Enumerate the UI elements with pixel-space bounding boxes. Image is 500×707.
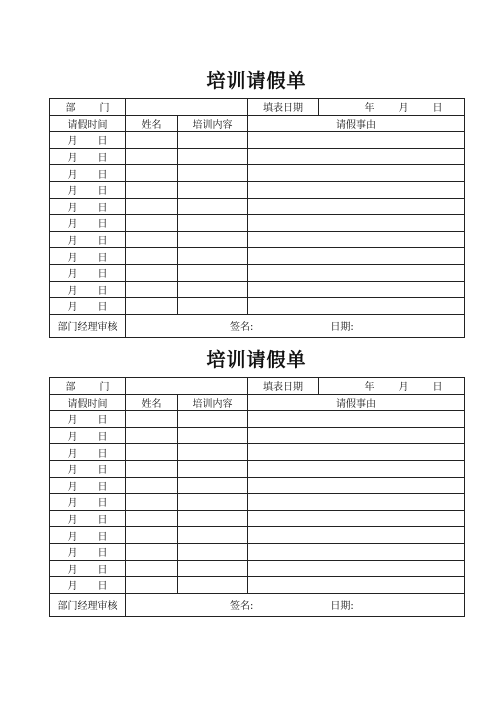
training-content-cell[interactable] <box>178 543 248 560</box>
leave-date-cell[interactable] <box>50 460 126 477</box>
leave-reason-cell[interactable] <box>248 298 465 315</box>
footer-row <box>50 314 465 337</box>
signature-area[interactable] <box>126 593 465 616</box>
day-label: 日 <box>97 136 108 148</box>
month-label: 月 <box>67 448 78 460</box>
month-label: 月 <box>67 302 78 314</box>
leave-form-2 <box>49 343 464 617</box>
name-cell[interactable] <box>126 231 178 248</box>
leave-date-cell[interactable] <box>50 148 126 165</box>
leave-row <box>50 543 465 560</box>
leave-reason-cell[interactable] <box>248 560 465 577</box>
month-label: 月 <box>67 269 78 281</box>
name-cell[interactable] <box>126 494 178 511</box>
day-label: 日 <box>97 269 108 281</box>
training-content-cell[interactable] <box>178 411 248 428</box>
training-content-cell[interactable] <box>178 510 248 527</box>
name-cell[interactable] <box>126 132 178 149</box>
leave-reason-cell[interactable] <box>248 444 465 461</box>
name-cell[interactable] <box>126 560 178 577</box>
leave-reason-cell[interactable] <box>248 577 465 594</box>
training-content-cell[interactable] <box>178 181 248 198</box>
department-field[interactable] <box>126 378 248 395</box>
leave-reason-cell[interactable] <box>248 181 465 198</box>
signature-area[interactable] <box>126 314 465 337</box>
header-training-content: 培训内容 <box>178 394 248 411</box>
training-content-cell[interactable] <box>178 298 248 315</box>
leave-row <box>50 411 465 428</box>
training-content-cell[interactable] <box>178 494 248 511</box>
training-content-cell[interactable] <box>178 231 248 248</box>
header-training-content: 培训内容 <box>178 115 248 132</box>
signature-label: 签名: <box>230 322 254 334</box>
training-content-cell[interactable] <box>178 427 248 444</box>
fill-date-field[interactable]: 年 月 日 <box>319 99 465 116</box>
manager-review-label: 部门经理审核 <box>50 593 126 616</box>
leave-row <box>50 298 465 315</box>
month-label: 月 <box>67 531 78 543</box>
training-content-cell[interactable] <box>178 577 248 594</box>
day-label: 日 <box>97 169 108 181</box>
leave-reason-cell[interactable] <box>248 281 465 298</box>
header-info-row <box>50 99 465 116</box>
manager-review-label: 部门经理审核 <box>50 314 126 337</box>
training-content-cell[interactable] <box>178 148 248 165</box>
header-info-row <box>50 378 465 395</box>
header-leave-reason: 请假事由 <box>248 115 465 132</box>
day-label: 日 <box>97 285 108 297</box>
month-label: 月 <box>67 169 78 181</box>
month-label: 月 <box>67 252 78 264</box>
leave-date-cell[interactable] <box>50 477 126 494</box>
leave-date-cell[interactable] <box>50 181 126 198</box>
department-label: 部 门 <box>50 378 126 395</box>
day-label: 日 <box>97 581 108 593</box>
leave-date-cell[interactable] <box>50 132 126 149</box>
leave-date-cell[interactable] <box>50 264 126 281</box>
leave-date-cell[interactable] <box>50 427 126 444</box>
training-content-cell[interactable] <box>178 165 248 182</box>
leave-date-cell[interactable] <box>50 577 126 594</box>
leave-reason-cell[interactable] <box>248 477 465 494</box>
leave-row <box>50 248 465 265</box>
month-label: 月 <box>67 186 78 198</box>
header-leave-reason: 请假事由 <box>248 394 465 411</box>
day-label: 日 <box>97 302 108 314</box>
name-cell[interactable] <box>126 198 178 215</box>
day-label: 日 <box>97 252 108 264</box>
leave-date-cell[interactable] <box>50 543 126 560</box>
name-cell[interactable] <box>126 577 178 594</box>
column-header-row <box>50 115 465 132</box>
month-label: 月 <box>67 432 78 444</box>
leave-row <box>50 477 465 494</box>
fill-date-field[interactable]: 年 月 日 <box>319 378 465 395</box>
leave-date-cell[interactable] <box>50 248 126 265</box>
training-content-cell[interactable] <box>178 264 248 281</box>
day-label: 日 <box>97 498 108 510</box>
footer-row <box>50 593 465 616</box>
form-title: 培训请假单 <box>206 70 307 92</box>
leave-reason-cell[interactable] <box>248 427 465 444</box>
month-label: 月 <box>67 136 78 148</box>
leave-row <box>50 231 465 248</box>
training-content-cell[interactable] <box>178 444 248 461</box>
leave-reason-cell[interactable] <box>248 510 465 527</box>
day-label: 日 <box>97 236 108 248</box>
month-label: 月 <box>67 481 78 493</box>
leave-row <box>50 181 465 198</box>
month-label: 月 <box>67 564 78 576</box>
training-content-cell[interactable] <box>178 248 248 265</box>
leave-date-cell[interactable] <box>50 231 126 248</box>
day-label: 日 <box>97 548 108 560</box>
day-label: 日 <box>97 481 108 493</box>
day-label: 日 <box>97 432 108 444</box>
month-label: 月 <box>67 285 78 297</box>
name-cell[interactable] <box>126 510 178 527</box>
leave-date-cell[interactable] <box>50 411 126 428</box>
leave-row <box>50 494 465 511</box>
name-cell[interactable] <box>126 411 178 428</box>
leave-form-1 <box>49 64 464 338</box>
leave-date-cell[interactable] <box>50 165 126 182</box>
day-label: 日 <box>97 465 108 477</box>
signature-label: 签名: <box>230 601 254 613</box>
name-cell[interactable] <box>126 181 178 198</box>
header-name: 姓名 <box>126 115 178 132</box>
leave-row <box>50 281 465 298</box>
name-cell[interactable] <box>126 165 178 182</box>
leave-row <box>50 198 465 215</box>
leave-row <box>50 460 465 477</box>
leave-table <box>49 98 465 338</box>
leave-row <box>50 510 465 527</box>
leave-reason-cell[interactable] <box>248 460 465 477</box>
leave-row <box>50 148 465 165</box>
month-label: 月 <box>67 415 78 427</box>
training-content-cell[interactable] <box>178 281 248 298</box>
name-cell[interactable] <box>126 460 178 477</box>
leave-reason-cell[interactable] <box>248 165 465 182</box>
name-cell[interactable] <box>126 427 178 444</box>
day-label: 日 <box>97 531 108 543</box>
name-cell[interactable] <box>126 281 178 298</box>
month-label: 月 <box>67 153 78 165</box>
leave-date-cell[interactable] <box>50 527 126 544</box>
leave-reason-cell[interactable] <box>248 148 465 165</box>
leave-date-cell[interactable] <box>50 560 126 577</box>
name-cell[interactable] <box>126 527 178 544</box>
leave-table <box>49 377 465 617</box>
training-content-cell[interactable] <box>178 198 248 215</box>
fill-date-label: 填表日期 <box>248 99 319 116</box>
leave-row <box>50 444 465 461</box>
day-label: 日 <box>97 186 108 198</box>
day-label: 日 <box>97 415 108 427</box>
name-cell[interactable] <box>126 477 178 494</box>
training-content-cell[interactable] <box>178 460 248 477</box>
leave-reason-cell[interactable] <box>248 411 465 428</box>
name-cell[interactable] <box>126 264 178 281</box>
leave-row <box>50 577 465 594</box>
name-cell[interactable] <box>126 215 178 232</box>
leave-row <box>50 264 465 281</box>
day-label: 日 <box>97 153 108 165</box>
date-label: 日期: <box>330 601 354 613</box>
name-cell[interactable] <box>126 148 178 165</box>
day-label: 日 <box>97 202 108 214</box>
leave-row <box>50 560 465 577</box>
header-leave-time: 请假时间 <box>50 115 126 132</box>
month-label: 月 <box>67 581 78 593</box>
department-label: 部 门 <box>50 99 126 116</box>
day-label: 日 <box>97 219 108 231</box>
leave-reason-cell[interactable] <box>248 198 465 215</box>
column-header-row <box>50 394 465 411</box>
fill-date-label: 填表日期 <box>248 378 319 395</box>
training-content-cell[interactable] <box>178 477 248 494</box>
header-name: 姓名 <box>126 394 178 411</box>
leave-reason-cell[interactable] <box>248 215 465 232</box>
leave-date-cell[interactable] <box>50 298 126 315</box>
leave-date-cell[interactable] <box>50 444 126 461</box>
month-label: 月 <box>67 498 78 510</box>
name-cell[interactable] <box>126 298 178 315</box>
leave-row <box>50 527 465 544</box>
leave-row <box>50 215 465 232</box>
leave-date-cell[interactable] <box>50 510 126 527</box>
leave-reason-cell[interactable] <box>248 264 465 281</box>
leave-reason-cell[interactable] <box>248 494 465 511</box>
training-content-cell[interactable] <box>178 527 248 544</box>
form-title: 培训请假单 <box>206 349 307 371</box>
training-content-cell[interactable] <box>178 132 248 149</box>
month-label: 月 <box>67 202 78 214</box>
header-leave-time: 请假时间 <box>50 394 126 411</box>
month-label: 月 <box>67 236 78 248</box>
department-field[interactable] <box>126 99 248 116</box>
month-label: 月 <box>67 515 78 527</box>
date-label: 日期: <box>330 322 354 334</box>
leave-row <box>50 132 465 149</box>
name-cell[interactable] <box>126 444 178 461</box>
month-label: 月 <box>67 465 78 477</box>
leave-reason-cell[interactable] <box>248 231 465 248</box>
leave-row <box>50 427 465 444</box>
leave-reason-cell[interactable] <box>248 543 465 560</box>
leave-reason-cell[interactable] <box>248 527 465 544</box>
leave-row <box>50 165 465 182</box>
name-cell[interactable] <box>126 543 178 560</box>
leave-date-cell[interactable] <box>50 198 126 215</box>
day-label: 日 <box>97 448 108 460</box>
day-label: 日 <box>97 564 108 576</box>
month-label: 月 <box>67 219 78 231</box>
leave-reason-cell[interactable] <box>248 248 465 265</box>
name-cell[interactable] <box>126 248 178 265</box>
leave-date-cell[interactable] <box>50 494 126 511</box>
leave-date-cell[interactable] <box>50 281 126 298</box>
training-content-cell[interactable] <box>178 215 248 232</box>
month-label: 月 <box>67 548 78 560</box>
leave-reason-cell[interactable] <box>248 132 465 149</box>
leave-date-cell[interactable] <box>50 215 126 232</box>
day-label: 日 <box>97 515 108 527</box>
training-content-cell[interactable] <box>178 560 248 577</box>
